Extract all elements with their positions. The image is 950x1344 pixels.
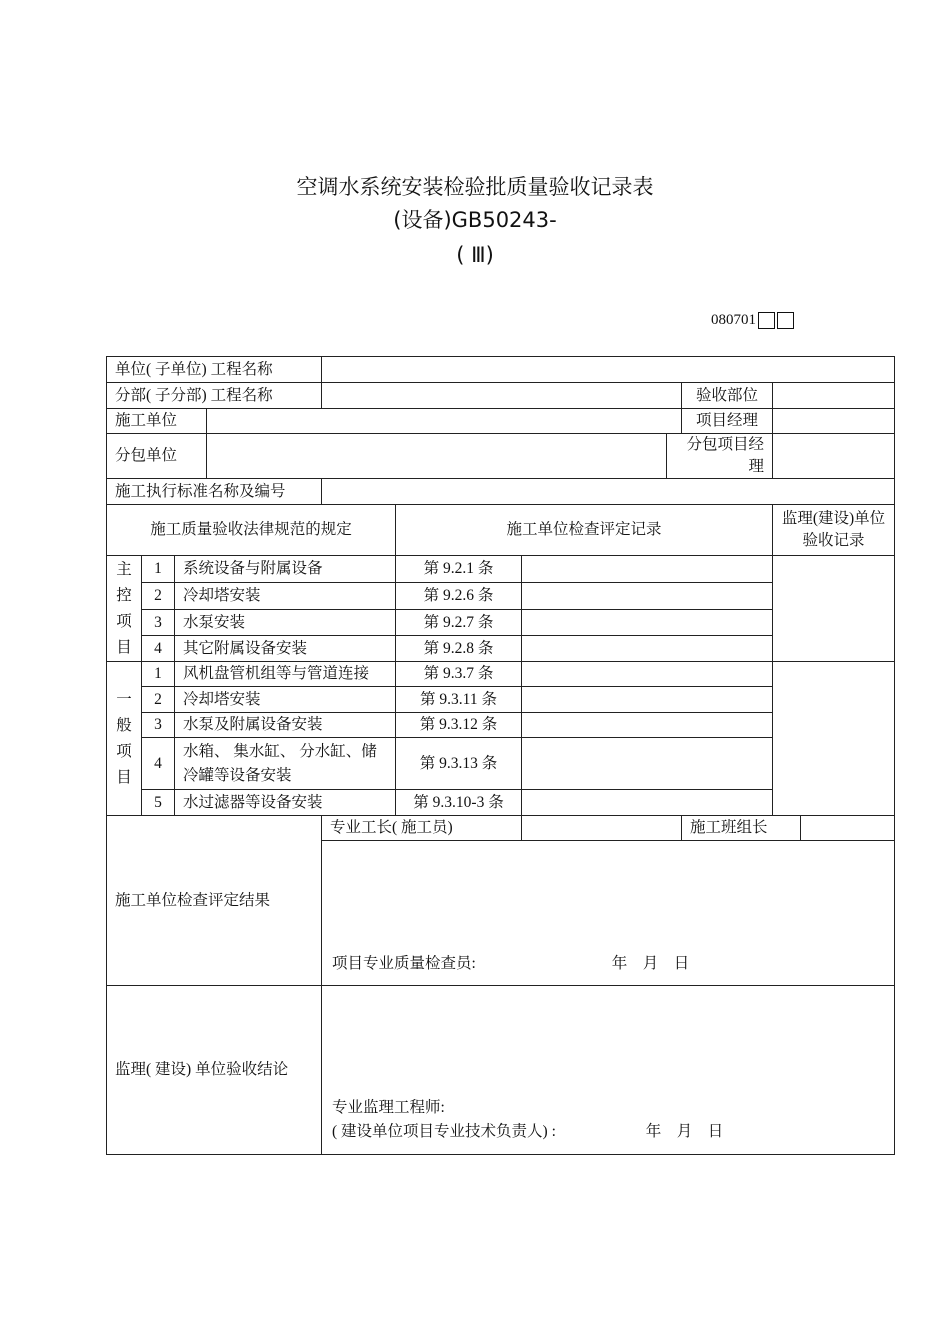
- main-label-char: 主: [116, 560, 132, 578]
- project-name-label: 单位( 子单位) 工程名称: [107, 357, 322, 383]
- item-record-field[interactable]: [522, 713, 773, 738]
- item-record-field[interactable]: [522, 662, 773, 687]
- item-record-field[interactable]: [522, 610, 773, 636]
- general-items-label: [107, 662, 142, 816]
- conclusion-date-label: 年 月 日: [645, 1123, 724, 1140]
- item-clause: 第 9.3.12 条: [396, 713, 522, 738]
- contractor-record-header: 施工单位检查评定记录: [396, 505, 773, 556]
- item-name: 水泵安装: [175, 610, 396, 636]
- item-record-field[interactable]: [522, 687, 773, 713]
- foreman-label: 专业工长( 施工员): [322, 816, 522, 841]
- item-number: 3: [142, 713, 175, 738]
- team-leader-field[interactable]: [801, 816, 895, 841]
- main-supervisor-field[interactable]: [773, 556, 895, 662]
- main-control-label: [107, 556, 142, 662]
- form-code-text: 080701: [711, 312, 756, 328]
- item-clause: 第 9.2.7 条: [396, 610, 522, 636]
- form-code: [711, 312, 794, 329]
- item-clause: 第 9.3.13 条: [396, 738, 522, 790]
- subproject-field[interactable]: [322, 383, 682, 409]
- regulation-header: 施工质量验收法律规范的规定: [107, 505, 396, 556]
- item-clause: 第 9.3.7 条: [396, 662, 522, 687]
- standard-field[interactable]: [322, 479, 895, 505]
- general-label-char: 目: [116, 768, 132, 786]
- item-name: 水过滤器等设备安装: [175, 790, 396, 816]
- general-label-char: 般: [116, 716, 132, 734]
- item-name: 系统设备与附属设备: [175, 556, 396, 583]
- form-title: 空调水系统安装检验批质量验收记录表: [296, 175, 654, 199]
- item-clause: 第 9.2.8 条: [396, 636, 522, 662]
- form-subtitle: (设备)GB50243-: [393, 208, 557, 232]
- item-number: 1: [142, 556, 175, 583]
- project-manager-label: 项目经理: [682, 409, 773, 434]
- item-clause: 第 9.3.10-3 条: [396, 790, 522, 816]
- item-name: 冷却塔安装: [175, 583, 396, 610]
- item-record-field[interactable]: [522, 556, 773, 583]
- item-record-field[interactable]: [522, 636, 773, 662]
- main-label-char: 目: [116, 638, 132, 656]
- quality-inspector-label: 项目专业质量检查员:: [332, 955, 476, 972]
- general-label-char: 项: [116, 742, 132, 760]
- contractor-result-label: 施工单位检查评定结果: [107, 816, 322, 986]
- item-number: 3: [142, 610, 175, 636]
- code-box-2[interactable]: [777, 312, 794, 329]
- form-roman-numeral: ( Ⅲ): [456, 243, 494, 267]
- code-box-1[interactable]: [758, 312, 775, 329]
- subproject-label: 分部( 子分部) 工程名称: [107, 383, 322, 409]
- item-name: 其它附属设备安装: [175, 636, 396, 662]
- supervisor-conclusion-label: 监理( 建设) 单位验收结论: [107, 986, 322, 1155]
- item-number: 4: [142, 738, 175, 790]
- item-name: 水箱、 集水缸、 分水缸、储冷罐等设备安装: [175, 738, 396, 790]
- item-record-field[interactable]: [522, 790, 773, 816]
- contractor-result-field[interactable]: [322, 841, 895, 986]
- inspection-date-label: 年 月 日: [611, 955, 690, 972]
- supervisor-record-header: 监理(建设)单位验收记录: [773, 505, 895, 556]
- main-label-char: 控: [116, 586, 132, 604]
- project-manager-field[interactable]: [773, 409, 895, 434]
- contractor-field[interactable]: [207, 409, 682, 434]
- general-label-char: 一: [116, 690, 132, 708]
- sub-manager-label: 分包项目经理: [667, 434, 773, 479]
- item-clause: 第 9.3.11 条: [396, 687, 522, 713]
- item-name: 风机盘管机组等与管道连接: [175, 662, 396, 687]
- supervisor-engineer-label: 专业监理工程师:: [332, 1099, 445, 1116]
- item-name: 水泵及附属设备安装: [175, 713, 396, 738]
- item-record-field[interactable]: [522, 583, 773, 610]
- standard-label: 施工执行标准名称及编号: [107, 479, 322, 505]
- acceptance-part-label: 验收部位: [682, 383, 773, 409]
- subcontractor-field[interactable]: [207, 434, 667, 479]
- contractor-label: 施工单位: [107, 409, 207, 434]
- main-label-char: 项: [116, 612, 132, 630]
- subcontractor-label: 分包单位: [107, 434, 207, 479]
- item-number: 2: [142, 687, 175, 713]
- acceptance-record-table: [106, 356, 895, 1155]
- item-record-field[interactable]: [522, 738, 773, 790]
- foreman-field[interactable]: [522, 816, 682, 841]
- owner-rep-line: [332, 1120, 884, 1144]
- owner-rep-label: ( 建设单位项目专业技术负责人) :: [332, 1123, 556, 1140]
- item-number: 5: [142, 790, 175, 816]
- item-name: 冷却塔安装: [175, 687, 396, 713]
- supervisor-conclusion-field[interactable]: [322, 986, 895, 1155]
- item-clause: 第 9.2.6 条: [396, 583, 522, 610]
- item-clause: 第 9.2.1 条: [396, 556, 522, 583]
- general-supervisor-field[interactable]: [773, 662, 895, 816]
- team-leader-label: 施工班组长: [682, 816, 801, 841]
- project-name-field[interactable]: [322, 357, 895, 383]
- acceptance-part-field[interactable]: [773, 383, 895, 409]
- item-number: 1: [142, 662, 175, 687]
- sub-manager-field[interactable]: [773, 434, 895, 479]
- item-number: 2: [142, 583, 175, 610]
- item-number: 4: [142, 636, 175, 662]
